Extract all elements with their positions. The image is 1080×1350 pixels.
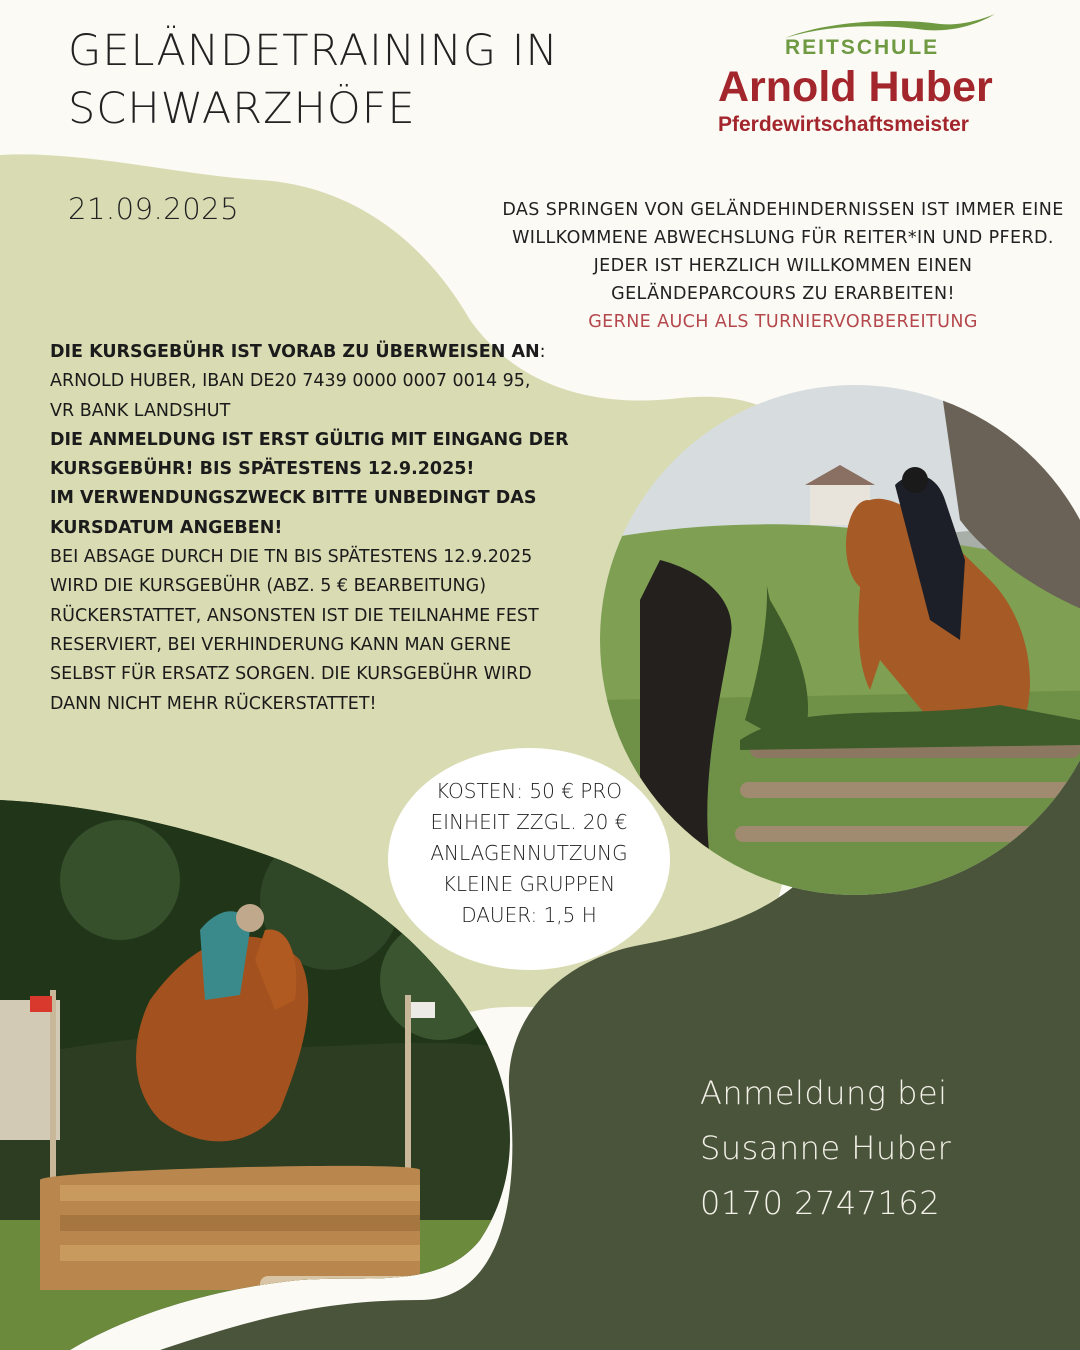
info-line-9: WIRD DIE KURSGEBÜHR (ABZ. 5 € BEARBEITUNG) — [50, 576, 487, 597]
contact-name: Susanne Huber — [700, 1129, 952, 1167]
intro-line-4: GELÄNDEPARCOURS ZU ERARBEITEN! — [611, 284, 955, 304]
costs-line-3: ANLAGENNUTZUNG — [430, 841, 628, 865]
info-line-2: ARNOLD HUBER, IBAN DE20 7439 0000 0007 0014 95, — [50, 371, 531, 392]
intro-line-1: DAS SPRINGEN VON GELÄNDEHINDERNISSEN IST IMMER EINE — [502, 200, 1064, 220]
page-title — [68, 22, 628, 138]
contact-line-1: Anmeldung bei — [700, 1074, 948, 1112]
title-line-2: SCHWARZHÖFE — [68, 84, 416, 134]
costs-line-5: DAUER: 1,5 H — [461, 903, 597, 927]
info-line-13: DANN NICHT MEHR RÜCKERSTATTET! — [50, 693, 377, 714]
contact-phone[interactable]: 0170 2747162 — [700, 1184, 941, 1222]
costs-line-4: KLEINE GRUPPEN — [442, 872, 616, 896]
logo-top: REITSCHULE — [785, 36, 940, 59]
logo-name: Arnold Huber — [718, 63, 993, 111]
info-line-5: KURSGEBÜHR! BIS SPÄTESTENS 12.9.2025! — [50, 459, 475, 480]
logo — [700, 10, 1030, 140]
costs-line-2: EINHEIT ZZGL. 20 € — [430, 810, 628, 834]
logo-sub: Pferdewirtschaftsmeister — [718, 113, 969, 136]
info-line-11: RESERVIERT, BEI VERHINDERUNG KANN MAN GERNE — [50, 634, 512, 655]
costs-line-1: KOSTEN: 50 € PRO — [436, 779, 622, 803]
info-line-8: BEI ABSAGE DURCH DIE TN BIS SPÄTESTENS 12.9.2025 — [50, 547, 533, 568]
info-line-7: KURSDATUM ANGEBEN! — [50, 517, 283, 538]
costs-text — [388, 776, 670, 931]
event-date: 21.09.2025 — [68, 192, 240, 226]
info-line-12: SELBST FÜR ERSATZ SORGEN. DIE KURSGEBÜHR WIRD — [50, 664, 532, 685]
info-line-6: IM VERWENDUNGSZWECK BITTE UNBEDINGT DAS — [50, 488, 537, 509]
intro-line-3: JEDER IST HERZLICH WILLKOMMEN EINEN — [593, 256, 973, 276]
info-line-4: DIE ANMELDUNG IST ERST GÜLTIG MIT EINGANG DER — [50, 429, 569, 450]
info-line-1-bold: DIE KURSGEBÜHR IST VORAB ZU ÜBERWEISEN AN — [50, 342, 540, 362]
info-line-1-colon: : — [539, 342, 546, 362]
info-line-3: VR BANK LANDSHUT — [50, 400, 231, 421]
intro-line-2: WILLKOMMENE ABWECHSLUNG FÜR REITER*IN UND PFERD. — [512, 228, 1054, 248]
intro-accent: GERNE AUCH ALS TURNIERVORBEREITUNG — [588, 312, 978, 332]
contact-info — [700, 1066, 951, 1231]
info-line-1 — [50, 338, 630, 367]
info-line-10: RÜCKERSTATTET, ANSONSTEN IST DIE TEILNAHME FEST — [50, 605, 539, 626]
payment-info — [50, 338, 630, 719]
title-line-1: GELÄNDETRAINING IN — [68, 26, 559, 76]
intro-text — [498, 196, 1068, 336]
